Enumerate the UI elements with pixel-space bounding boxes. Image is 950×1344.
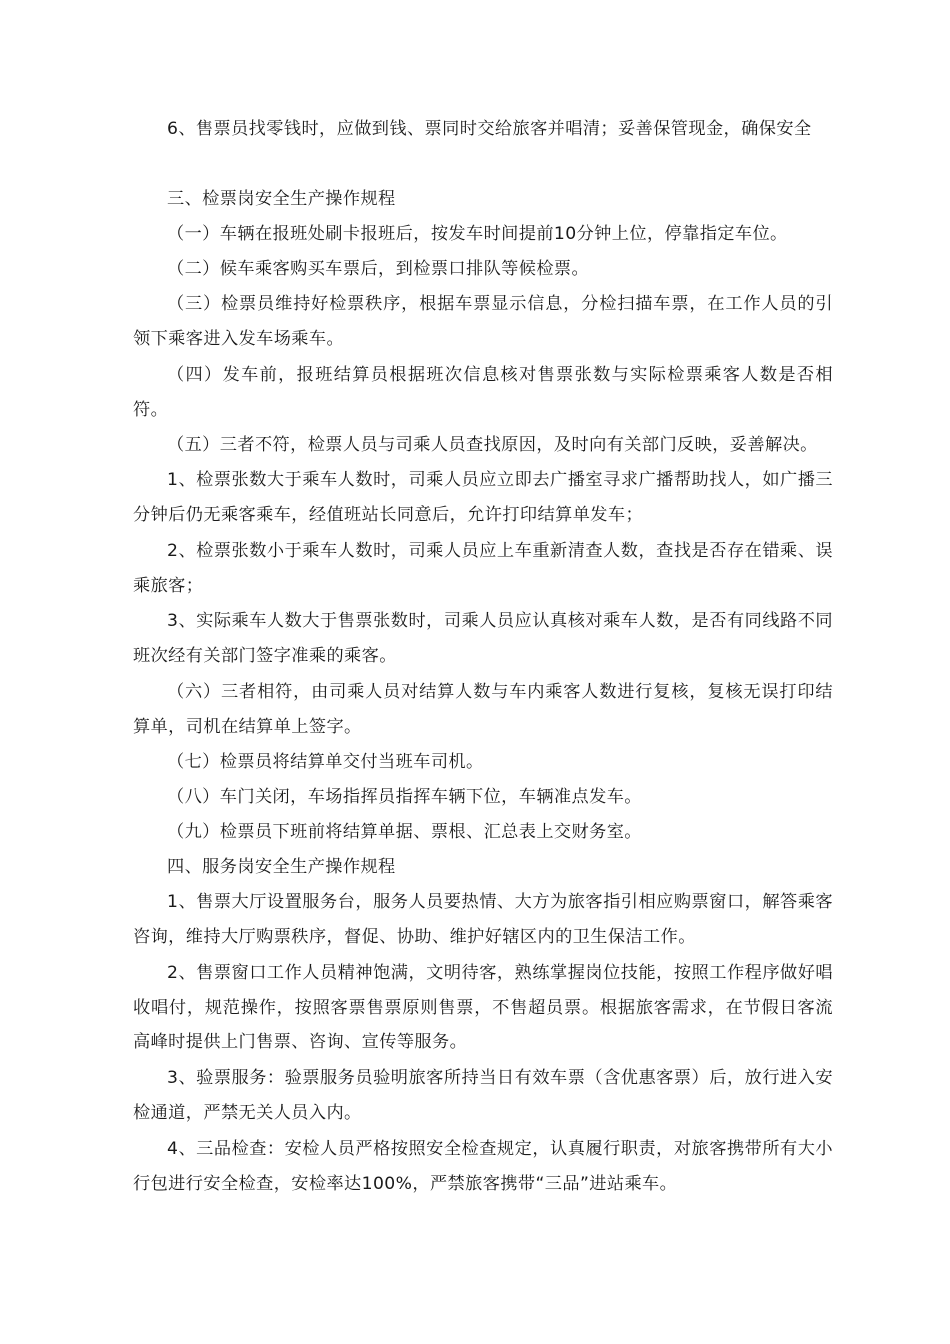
paragraph-service-1: 1、售票大厅设置服务台，服务人员要热情、大方为旅客指引相应购票窗口，解答乘客咨询，维持大厅购票秩序，督促、协助、维护好辖区内的卫生保洁工作。 (133, 892, 833, 947)
paragraph-sub-3: 3、实际乘车人数大于售票张数时，司乘人员应认真核对乘车人数，是否有同线路不同班次经有关部门签字准乘的乘客。 (133, 611, 833, 666)
paragraph-step-1: （一）车辆在报班处刷卡报班后，按发车时间提前10分钟上位，停靠指定车位。 (167, 224, 788, 244)
paragraph-step-5: （五）三者不符，检票人员与司乘人员查找原因，及时向有关部门反映，妥善解决。 (167, 435, 818, 455)
paragraph-sub-1: 1、检票张数大于乘车人数时，司乘人员应立即去广播室寻求广播帮助找人，如广播三分钟后仍无乘客乘车，经值班站长同意后，允许打印结算单发车； (133, 470, 833, 525)
section-heading-service: 四、服务岗安全生产操作规程 (167, 857, 396, 877)
paragraph-sub-2: 2、检票张数小于乘车人数时，司乘人员应上车重新清查人数，查找是否存在错乘、误乘旅客； (133, 541, 833, 596)
paragraph-step-6: （六）三者相符，由司乘人员对结算人数与车内乘客人数进行复核，复核无误打印结算单，司机在结算单上签字。 (133, 682, 833, 737)
paragraph-step-8: （八）车门关闭，车场指挥员指挥车辆下位，车辆准点发车。 (167, 787, 642, 807)
paragraph-item-6: 6、售票员找零钱时，应做到钱、票同时交给旅客并唱清；妥善保管现金，确保安全 (167, 119, 812, 139)
section-heading-ticket-check: 三、检票岗安全生产操作规程 (167, 189, 396, 209)
paragraph-step-3: （三）检票员维持好检票秩序，根据车票显示信息，分检扫描车票，在工作人员的引领下乘客进入发车场乘车。 (133, 294, 833, 349)
paragraph-service-3: 3、验票服务：验票服务员验明旅客所持当日有效车票（含优惠客票）后，放行进入安检通道，严禁无关人员入内。 (133, 1068, 833, 1123)
paragraph-service-4: 4、三品检查：安检人员严格按照安全检查规定，认真履行职责，对旅客携带所有大小行包进行安全检查，安检率达100%，严禁旅客携带“三品”进站乘车。 (133, 1139, 833, 1194)
paragraph-step-7: （七）检票员将结算单交付当班车司机。 (167, 752, 484, 772)
paragraph-step-4: （四）发车前，报班结算员根据班次信息核对售票张数与实际检票乘客人数是否相符。 (133, 365, 833, 420)
paragraph-service-2: 2、售票窗口工作人员精神饱满，文明待客，熟练掌握岗位技能，按照工作程序做好唱收唱付，规范操作，按照客票售票原则售票，不售超员票。根据旅客需求，在节假日客流高峰时提供上门售票、咨询、宣传等服务。 (133, 963, 833, 1052)
paragraph-step-2: （二）候车乘客购买车票后，到检票口排队等候检票。 (167, 259, 590, 279)
paragraph-step-9: （九）检票员下班前将结算单据、票根、汇总表上交财务室。 (167, 822, 642, 842)
